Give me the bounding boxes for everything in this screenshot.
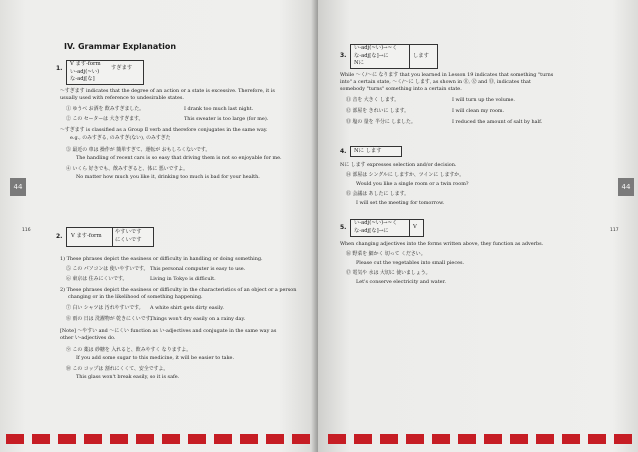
box-iadj: い-adj(~い)	[70, 68, 100, 75]
box3-iadj: い-adj(~い)→~く	[354, 45, 398, 51]
section-1-number: 1.	[56, 65, 63, 72]
chapter-tab-right: 44	[618, 178, 634, 196]
example-2-en: This sweater is too large (for me).	[184, 116, 269, 122]
example-13-jp: ⑬ 塩の 量を 半分に しました。	[346, 119, 416, 125]
example-4-en: No matter how much you like it, drinking too much is bad for your health.	[76, 174, 260, 180]
example-13-en: I reduced the amount of salt by half.	[452, 119, 543, 125]
example-7-en: A white shirt gets dirty easily.	[150, 305, 224, 311]
box5-iadj: い-adj(~い)→~く	[354, 220, 398, 226]
example-12-en: I will clean my room.	[452, 108, 505, 114]
box3-naadj: な-adj[な]→に	[354, 52, 389, 59]
box-nikui: にくいです	[115, 237, 142, 243]
left-page	[0, 0, 318, 452]
example-7	[66, 305, 224, 312]
example-14-jp: ⑭ 部屋は シングルに しますか、ツインに しますか。	[346, 172, 465, 178]
example-10-jp: ⑩ この コップは 割れにくくて、安全ですよ。	[66, 366, 169, 372]
s1-para-1: ～すぎます indicates that the degree of an action or a state is excessive. Therefore, it is	[60, 88, 275, 94]
box-yasui: やすいです	[115, 229, 142, 235]
s2-para-3: changing or in the likelihood of something happening.	[68, 294, 203, 300]
example-14-en: Would you like a single room or a twin room?	[356, 181, 469, 187]
example-9-jp: ⑨ この 薬は 砂糖を 入れると、飲みやすく なりますよ。	[66, 347, 192, 353]
example-16-en: Please cut the vegetables into small pieces.	[356, 260, 465, 266]
box4-ni-shimasu: Nに します	[354, 148, 382, 154]
section-5-box	[350, 219, 424, 237]
example-6-jp: ⑥ 東京は 住みにくいです。	[66, 276, 128, 282]
example-9-en: If you add some sugar to this medicine, it will be easier to take.	[76, 355, 234, 361]
note-line-1: [Note] ～やすい and ～にくい function as い-adjectives and conjugate in the same way as	[60, 328, 277, 334]
section-heading: IV. Grammar Explanation	[64, 42, 177, 51]
example-17-jp: ⑰ 電気や 水は 大切に 使いましょう。	[346, 270, 431, 276]
example-1	[66, 106, 254, 113]
s1-para-2: usually used with reference to undesirable states.	[60, 95, 184, 101]
section-3-number: 3.	[340, 52, 347, 59]
section-3-box	[350, 44, 438, 69]
example-7-jp: ⑦ 白い シャツは 汚れやすいです。	[66, 305, 144, 311]
example-5-en: This personal computer is easy to use.	[150, 266, 246, 272]
box-naadj: な-adj[な]	[70, 76, 95, 82]
box3-shimasu: します	[413, 53, 429, 59]
s4-para-1: Nに します expresses selection and/or decision.	[340, 162, 457, 168]
example-8	[66, 316, 246, 323]
example-10-en: This glass won't break easily, so it is safe.	[76, 374, 180, 380]
example-15-jp: ⑮ 会議は あしたに します。	[346, 191, 409, 197]
s3-para-3: somebody "turns" something into a certain state.	[340, 86, 462, 92]
example-11	[346, 97, 515, 104]
section-2-box	[66, 227, 154, 247]
s3-para-1: While ～く/～に なります that you learned in Lesson 19 indicates that something "turns	[340, 72, 554, 78]
example-12	[346, 108, 505, 115]
example-17-en: Let's conserve electricity and water.	[356, 279, 446, 285]
box5-verb: V	[413, 224, 417, 230]
chapter-tab-left: 44	[10, 178, 26, 196]
s5-para-1: When changing adjectives into the forms written above, they function as adverbs.	[340, 241, 544, 247]
example-15-en: I will set the meeting for tomorrow.	[356, 200, 445, 206]
box3-divider	[409, 45, 410, 68]
example-5-jp: ⑤ この パソコンは 使いやすいです。	[66, 266, 149, 272]
box-vmasu: V ます-form	[70, 61, 101, 67]
example-3-jp: ③ 最近の 車は 操作が 簡単すぎて、運転が おもしろくないです。	[66, 147, 211, 153]
section-2-number: 2.	[56, 233, 63, 240]
box3-noun: Nに	[354, 60, 364, 66]
example-12-jp: ⑫ 部屋を きれいに します。	[346, 108, 409, 114]
box-vmasu-2: V ます-form	[71, 233, 102, 239]
example-4-jp: ④ いくら 好きでも、飲みすぎると、体に 悪いですよ。	[66, 166, 189, 172]
example-11-en: I will turn up the volume.	[452, 97, 515, 103]
section-5-number: 5.	[340, 224, 347, 231]
s2-para-2: 2) These phrases depict the easiness or difficulty in the characteristics of an object or a person	[60, 287, 297, 293]
page-number-right: 117	[610, 228, 619, 233]
bottom-color-bars-right	[328, 434, 632, 444]
example-1-jp: ① ゆうべ お酒を 飲みすぎました。	[66, 106, 145, 112]
page-number-left: 116	[22, 228, 31, 233]
example-2	[66, 116, 269, 123]
example-8-en: Things won't dry easily on a rainy day.	[150, 316, 246, 322]
s1-para-4: e.g., のみすぎる, のみすぎ(ない), のみすぎた	[70, 135, 171, 141]
example-6	[66, 276, 216, 283]
s1-para-3: ～すぎます is classified as a Group Ⅱ verb and therefore conjugates in the same way.	[60, 127, 268, 133]
example-8-jp: ⑧ 雨の 日は 洗濯物が 乾きにくいです。	[66, 316, 155, 322]
s2-para-1: 1) These phrases depict the easiness or difficulty in handling or doing something.	[60, 256, 263, 262]
box5-naadj: な-adj[な]→に	[354, 227, 389, 234]
section-4-box	[350, 146, 402, 157]
example-2-jp: ② この セーターは 大きすぎます。	[66, 116, 144, 122]
section-4-number: 4.	[340, 148, 347, 155]
bottom-color-bars-left	[6, 434, 310, 444]
box-sugimasu: すぎます	[111, 65, 133, 71]
example-11-jp: ⑪ 音を 大きく します。	[346, 97, 400, 103]
example-13	[346, 119, 543, 126]
example-5	[66, 266, 246, 273]
right-page	[318, 0, 638, 452]
box5-divider	[409, 220, 410, 236]
section-1-box	[66, 60, 144, 85]
s3-para-2: into" a certain state, ～く/～に します, as shown in ⑪, ⑫ and ⑬, indicates that	[340, 79, 531, 85]
example-6-en: Living in Tokyo is difficult.	[150, 276, 216, 282]
example-16-jp: ⑯ 野菜を 細かく 切って ください。	[346, 251, 426, 257]
example-1-en: I drank too much last night.	[184, 106, 254, 112]
note-line-2: other い-adjectives do.	[60, 335, 116, 341]
box-divider	[112, 228, 113, 246]
example-3-en: The handling of recent cars is so easy that driving them is not so enjoyable for me.	[76, 155, 282, 161]
